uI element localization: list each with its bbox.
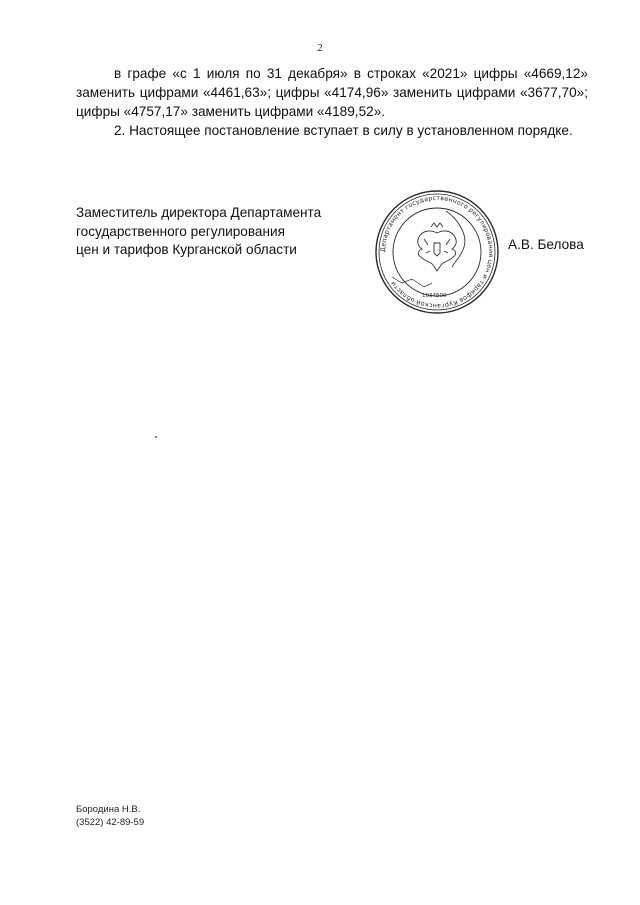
stray-mark	[155, 436, 157, 438]
seal-inner-number: 1034500	[422, 293, 447, 299]
document-body	[76, 64, 588, 140]
document-footer	[76, 803, 144, 829]
position-line-2: государственного регулирования	[76, 223, 285, 239]
signer-name: А.В. Белова	[508, 237, 584, 252]
page-number: 2	[317, 42, 323, 54]
position-line-3: цен и тарифов Курганской области	[76, 242, 297, 257]
seal-text: Департамент государственного регулирования цен и тарифов Курганской области	[379, 194, 495, 310]
paragraph-effective: 2. Настоящее постановление вступает в силу в установленном порядке.	[114, 123, 573, 138]
coat-of-arms-icon	[418, 223, 456, 271]
signatory-position	[76, 204, 366, 260]
position-line-1: Заместитель директора Департамента	[76, 205, 322, 220]
official-seal	[372, 187, 502, 317]
paragraph-amendment: в графе «с 1 июля по 31 декабря» в строках «2021» цифры «4669,12» заменить цифрами «4461,63»; цифры «4174,96» заменить цифрами «3677,70»; цифры «4757,17» заменить цифрами «4189,52».	[76, 66, 588, 119]
footer-phone: (3522) 42-89-59	[76, 817, 145, 828]
svg-text:Департамент государственного р	[380, 195, 494, 309]
footer-author: Бородина Н.В.	[76, 804, 141, 815]
